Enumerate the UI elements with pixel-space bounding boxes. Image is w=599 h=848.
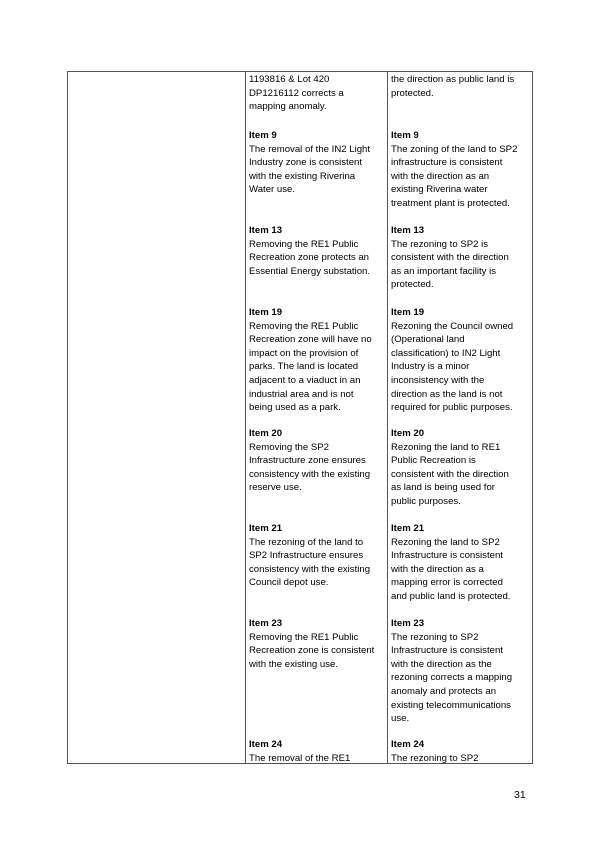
item-text: Rezoning the land to SP2 Infrastructure is consistent with the direction as a mapping error is corrected and public land is protected. [391, 536, 511, 602]
lead-text: the direction as public land is protected. [391, 74, 515, 99]
item-title: Item 21 [249, 523, 283, 534]
consistency-item [391, 224, 530, 292]
consistency-item [391, 522, 530, 604]
explanation-item [249, 306, 385, 415]
item-title: Item 19 [249, 307, 283, 318]
item-title: Item 13 [391, 225, 425, 236]
item-text: Removing the RE1 Public Recreation zone is consistent with the existing use. [249, 631, 375, 670]
page-number: 31 [514, 789, 526, 801]
item-text: The rezoning to SP2 [391, 752, 479, 764]
item-title: Item 23 [391, 618, 425, 629]
item-title: Item 20 [391, 428, 425, 439]
consistency-table [67, 71, 533, 764]
explanation-item [249, 617, 385, 671]
item-title: Item 21 [391, 523, 425, 534]
explanation-lead [249, 73, 385, 114]
item-text: Removing the RE1 Public Recreation zone protects an Essential Energy substation. [249, 238, 371, 277]
consistency-item [391, 306, 530, 415]
item-text: The zoning of the land to SP2 infrastructure is consistent with the direction as an existing Riverina water treatment plant is protected. [391, 143, 518, 209]
explanation-item [249, 738, 385, 765]
column-divider [245, 72, 246, 763]
column-divider [387, 72, 388, 763]
item-title: Item 13 [249, 225, 283, 236]
item-text: The removal of the RE1 [249, 752, 351, 764]
consistency-item [391, 738, 530, 765]
item-title: Item 20 [249, 428, 283, 439]
explanation-item [249, 522, 385, 590]
item-text: The rezoning to SP2 Infrastructure is consistent with the direction as the rezoning corrects a mapping anomaly and protects an existing telecommunications use. [391, 631, 513, 725]
item-title: Item 23 [249, 618, 283, 629]
item-title: Item 24 [249, 739, 283, 750]
item-title: Item 24 [391, 739, 425, 750]
item-text: Removing the RE1 Public Recreation zone will have no impact on the provision of parks. The land is located adjacent to a viaduct in an industrial area and is not being used as a park. [249, 320, 372, 414]
consistency-lead [391, 73, 530, 100]
lead-text: 1193816 & Lot 420 DP1216112 corrects a mapping anomaly. [249, 74, 344, 113]
item-title: Item 9 [249, 130, 277, 141]
consistency-item [391, 617, 530, 726]
consistency-item [391, 427, 530, 509]
item-title: Item 9 [391, 130, 419, 141]
item-title: Item 19 [391, 307, 425, 318]
item-text: Removing the SP2 Infrastructure zone ensures consistency with the existing reserve use. [249, 441, 371, 494]
consistency-item [391, 129, 530, 211]
item-text: The rezoning of the land to SP2 Infrastructure ensures consistency with the existing Council depot use. [249, 536, 371, 589]
item-text: Rezoning the Council owned (Operational land classification) to IN2 Light Industry is a minor inconsistency with the direction as the land is not required for public purposes. [391, 320, 514, 414]
item-text: The rezoning to SP2 is consistent with the direction as an important facility is protected. [391, 238, 509, 291]
explanation-item [249, 129, 385, 197]
item-text: Rezoning the land to RE1 Public Recreation is consistent with the direction as land is being used for public purposes. [391, 441, 509, 507]
item-text: The removal of the IN2 Light Industry zone is consistent with the existing Riverina Water use. [249, 143, 371, 196]
explanation-item [249, 224, 385, 278]
explanation-item [249, 427, 385, 495]
